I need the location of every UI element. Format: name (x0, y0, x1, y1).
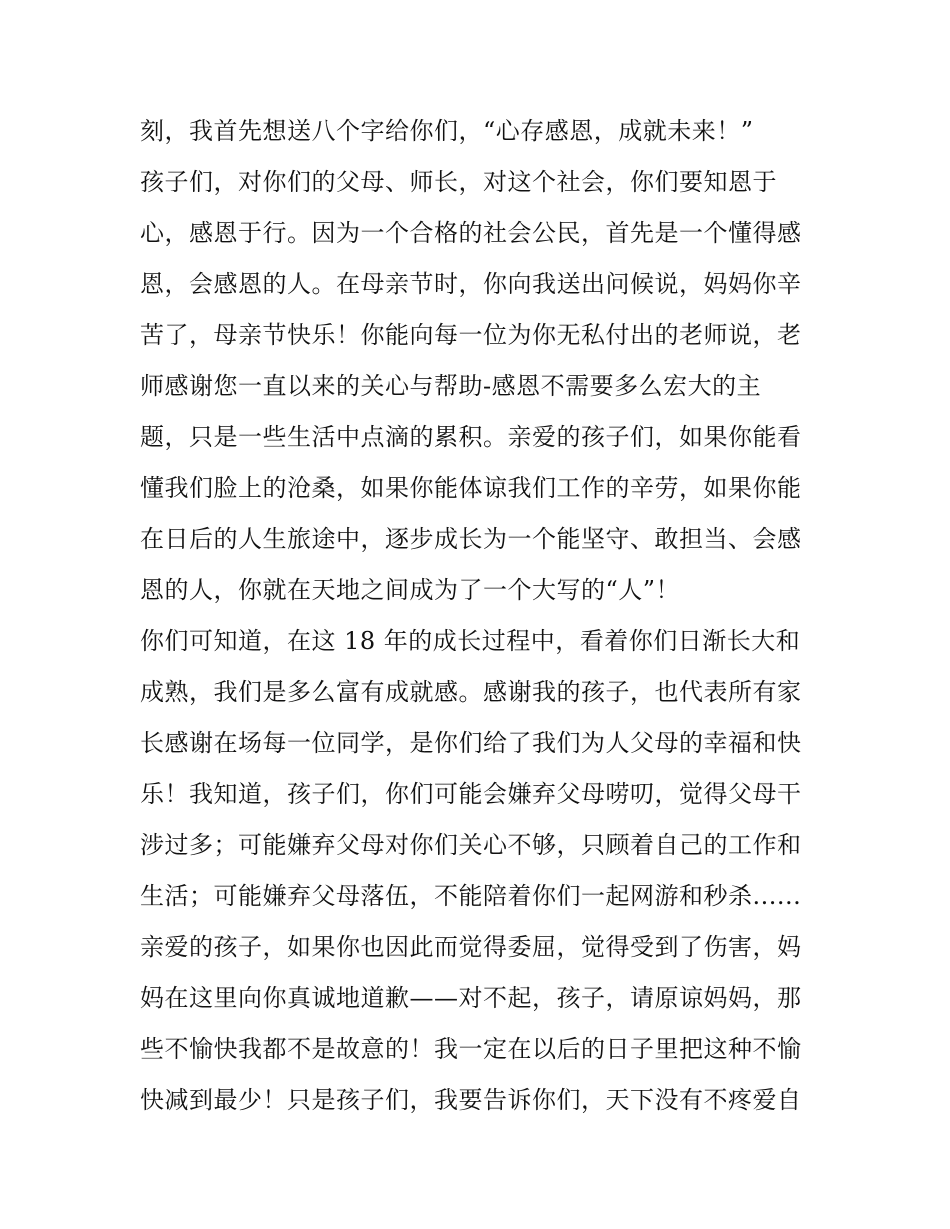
text-line: 恩的人，你就在天地之间成为了一个大写的“人”！ (140, 576, 681, 604)
text-line: 快减到最少！只是孩子们，我要告诉你们，天下没有不疼爱自 (140, 1086, 802, 1114)
text-line: 恩，会感恩的人。在母亲节时，你向我送出问候说，妈妈你辛 (140, 270, 802, 298)
text-line: 你们可知道，在这 18 年的成长过程中，看着你们日渐长大和 (140, 627, 801, 655)
text-line: 妈在这里向你真诚地道歉——对不起，孩子，请原谅妈妈，那 (140, 984, 802, 1012)
text-line: 成熟，我们是多么富有成就感。感谢我的孩子，也代表所有家 (140, 678, 802, 706)
text-line: 孩子们，对你们的父母、师长，对这个社会，你们要知恩于 (140, 168, 777, 196)
document-body-text (140, 106, 820, 1126)
text-line: 涉过多；可能嫌弃父母对你们关心不够，只顾着自己的工作和 (140, 831, 802, 859)
text-line: 刻，我首先想送八个字给你们，“心存感恩，成就未来！” (140, 117, 754, 145)
text-line: 懂我们脸上的沧桑，如果你能体谅我们工作的辛劳，如果你能 (140, 474, 802, 502)
text-line: 些不愉快我都不是故意的！我一定在以后的日子里把这种不愉 (140, 1035, 802, 1063)
text-line: 苦了，母亲节快乐！你能向每一位为你无私付出的老师说，老 (140, 321, 802, 349)
text-line: 师感谢您一直以来的关心与帮助-感恩不需要多么宏大的主 (140, 372, 762, 400)
text-line: 乐！我知道，孩子们，你们可能会嫌弃父母唠叨，觉得父母干 (140, 780, 802, 808)
text-line: 长感谢在场每一位同学，是你们给了我们为人父母的幸福和快 (140, 729, 802, 757)
text-line: 生活；可能嫌弃父母落伍，不能陪着你们一起网游和秒杀...... (140, 882, 802, 910)
text-line: 心，感恩于行。因为一个合格的社会公民，首先是一个懂得感 (140, 219, 802, 247)
text-line: 亲爱的孩子，如果你也因此而觉得委屈，觉得受到了伤害，妈 (140, 933, 802, 961)
text-line: 在日后的人生旅途中，逐步成长为一个能坚守、敢担当、会感 (140, 525, 802, 553)
text-line: 题，只是一些生活中点滴的累积。亲爱的孩子们，如果你能看 (140, 423, 802, 451)
